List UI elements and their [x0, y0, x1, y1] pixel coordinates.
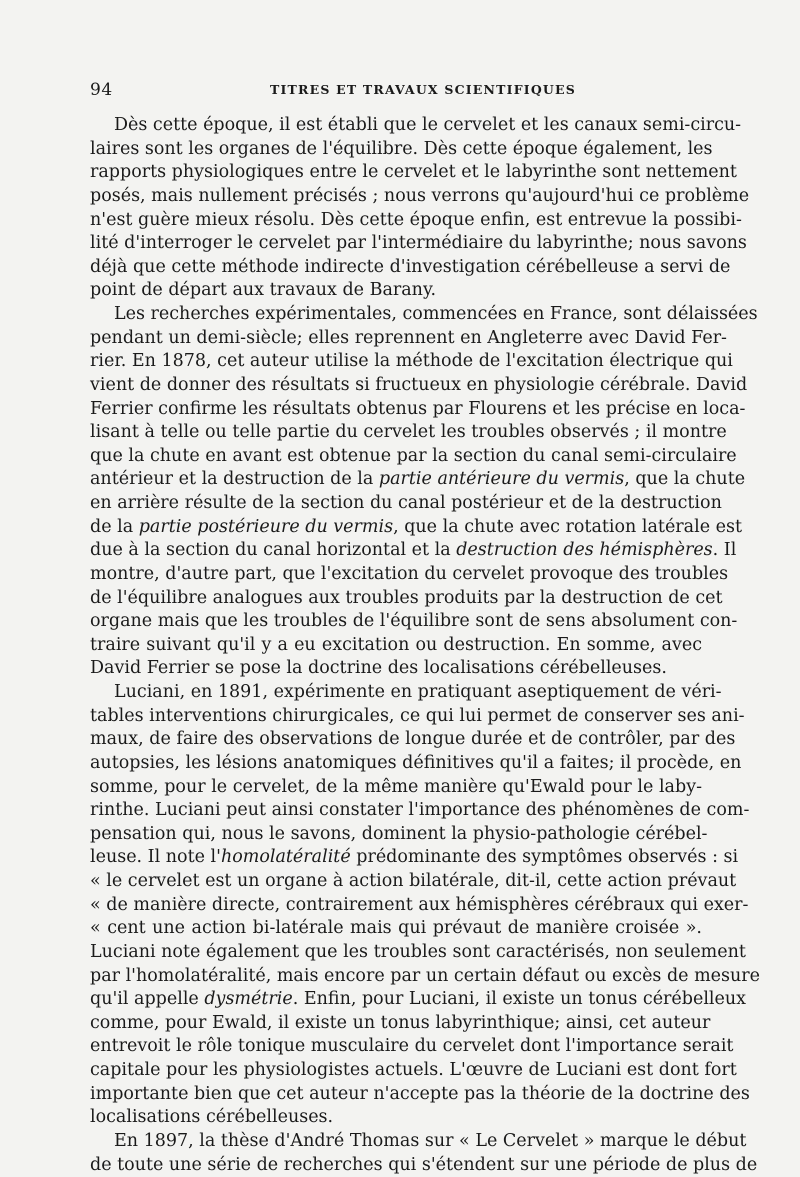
- text-segment: . Il: [713, 540, 737, 560]
- text-line: [90, 539, 702, 563]
- text-line: [90, 846, 702, 870]
- text-line: [90, 752, 702, 776]
- italic-text: dysmétrie: [204, 989, 292, 1009]
- text-segment: leuse. Il note l': [90, 847, 221, 867]
- text-line: [90, 114, 702, 138]
- text-line: [90, 894, 702, 918]
- body-text: [90, 114, 702, 1177]
- text-segment: « cent une action bi-latérale mais qui prévaut de manière croisée ».: [90, 918, 702, 938]
- text-segment: David Ferrier se pose la doctrine des localisations cérébelleuses.: [90, 658, 667, 678]
- text-segment: due à la section du canal horizontal et la: [90, 540, 456, 560]
- text-line: [90, 232, 702, 256]
- text-line: [90, 681, 702, 705]
- text-line: [90, 327, 702, 351]
- text-segment: en arrière résulte de la section du canal postérieur et de la destruction: [90, 493, 722, 513]
- italic-text: partie antérieure du vermis: [379, 469, 624, 489]
- text-segment: Ferrier confirme les résultats obtenus par Flourens et les précise en loca-: [90, 399, 745, 419]
- text-segment: Les recherches expérimentales, commencées en France, sont délaissées: [114, 304, 758, 324]
- text-segment: pendant un demi-siècle; elles reprennent en Angleterre avec David Fer-: [90, 328, 727, 348]
- running-title: TITRES ET TRAVAUX SCIENTIFIQUES: [270, 82, 576, 97]
- text-segment: lisant à telle ou telle partie du cervelet les troubles observés ; il montre: [90, 422, 727, 442]
- text-line: [90, 988, 702, 1012]
- text-segment: montre, d'autre part, que l'excitation du cervelet provoque des troubles: [90, 564, 728, 584]
- text-line: [90, 799, 702, 823]
- text-segment: vient de donner des résultats si fructueux en physiologie cérébrale. David: [90, 375, 747, 395]
- text-segment: importante bien que cet auteur n'accepte pas la théorie de la doctrine des: [90, 1084, 750, 1104]
- text-line: [90, 256, 702, 280]
- text-line: [90, 610, 702, 634]
- text-segment: entrevoit le rôle tonique musculaire du cervelet dont l'importance serait: [90, 1036, 733, 1056]
- text-line: [90, 492, 702, 516]
- text-line: [90, 587, 702, 611]
- italic-text: destruction des hémisphères: [456, 540, 712, 560]
- text-segment: rier. En 1878, cet auteur utilise la méthode de l'excitation électrique qui: [90, 351, 733, 371]
- text-segment: qu'il appelle: [90, 989, 204, 1009]
- text-line: [90, 516, 702, 540]
- text-line: [90, 1012, 702, 1036]
- text-segment: organe mais que les troubles de l'équilibre sont de sens absolument con-: [90, 611, 737, 631]
- text-segment: comme, pour Ewald, il existe un tonus labyrinthique; ainsi, cet auteur: [90, 1013, 710, 1033]
- text-segment: traire suivant qu'il y a eu excitation ou destruction. En somme, avec: [90, 635, 702, 655]
- text-segment: autopsies, les lésions anatomiques définitives qu'il a faites; il procède, en: [90, 753, 741, 773]
- text-segment: maux, de faire des observations de longue durée et de contrôler, par des: [90, 729, 735, 749]
- text-segment: n'est guère mieux résolu. Dès cette époque enfin, est entrevue la possibi-: [90, 210, 742, 230]
- text-line: [90, 138, 702, 162]
- text-segment: lité d'interroger le cervelet par l'intermédiaire du labyrinthe; nous savons: [90, 233, 747, 253]
- text-segment: rapports physiologiques entre le cervelet et le labyrinthe sont nettement: [90, 162, 737, 182]
- text-line: [90, 870, 702, 894]
- text-segment: Luciani, en 1891, expérimente en pratiquant aseptiquement de véri-: [114, 682, 722, 702]
- text-line: [90, 563, 702, 587]
- text-segment: déjà que cette méthode indirecte d'investigation cérébelleuse a servi de: [90, 257, 730, 277]
- italic-text: homolatéralité: [221, 847, 351, 867]
- text-line: [90, 398, 702, 422]
- text-segment: prédominante des symptômes observés : si: [351, 847, 738, 867]
- text-line: [90, 185, 702, 209]
- text-line: [90, 776, 702, 800]
- text-segment: . Enfin, pour Luciani, il existe un tonus cérébelleux: [293, 989, 746, 1009]
- text-line: [90, 350, 702, 374]
- text-line: [90, 445, 702, 469]
- text-segment: localisations cérébelleuses.: [90, 1107, 333, 1127]
- text-segment: de la: [90, 517, 139, 537]
- text-line: [90, 941, 702, 965]
- text-line: [90, 917, 702, 941]
- text-line: [90, 303, 702, 327]
- text-line: [90, 468, 702, 492]
- text-line: [90, 823, 702, 847]
- text-segment: Dès cette époque, il est établi que le cervelet et les canaux semi-circu-: [114, 115, 741, 135]
- text-line: [90, 209, 702, 233]
- text-segment: de l'équilibre analogues aux troubles produits par la destruction de cet: [90, 588, 723, 608]
- text-line: [90, 705, 702, 729]
- text-line: [90, 374, 702, 398]
- text-segment: pensation qui, nous le savons, dominent la physio-pathologie cérébel-: [90, 824, 707, 844]
- text-line: [90, 965, 702, 989]
- page-number: 94: [90, 80, 113, 100]
- text-segment: Luciani note également que les troubles sont caractérisés, non seulement: [90, 942, 746, 962]
- text-segment: En 1897, la thèse d'André Thomas sur « Le Cervelet » marque le début: [114, 1131, 746, 1151]
- text-line: [90, 657, 702, 681]
- text-segment: laires sont les organes de l'équilibre. Dès cette époque également, les: [90, 139, 713, 159]
- text-segment: capitale pour les physiologistes actuels. L'œuvre de Luciani est dont fort: [90, 1060, 737, 1080]
- text-line: [90, 161, 702, 185]
- text-segment: de toute une série de recherches qui s'étendent sur une période de plus de: [90, 1155, 757, 1175]
- italic-text: partie postérieure du vermis: [139, 517, 393, 537]
- text-line: [90, 634, 702, 658]
- text-line: [90, 1035, 702, 1059]
- text-segment: rinthe. Luciani peut ainsi constater l'importance des phénomènes de com-: [90, 800, 749, 820]
- text-segment: point de départ aux travaux de Barany.: [90, 280, 436, 300]
- text-segment: , que la chute avec rotation latérale est: [393, 517, 742, 537]
- text-segment: somme, pour le cervelet, de la même manière qu'Ewald pour le laby-: [90, 777, 702, 797]
- text-line: [90, 279, 702, 303]
- text-segment: « le cervelet est un organe à action bilatérale, dit-il, cette action prévaut: [90, 871, 736, 891]
- text-line: [90, 1130, 702, 1154]
- page-header: [90, 80, 710, 100]
- text-line: [90, 1059, 702, 1083]
- text-segment: par l'homolatéralité, mais encore par un certain défaut ou excès de mesure: [90, 966, 760, 986]
- text-line: [90, 728, 702, 752]
- text-line: [90, 1154, 702, 1177]
- text-segment: , que la chute: [624, 469, 745, 489]
- text-segment: tables interventions chirurgicales, ce qui lui permet de conserver ses ani-: [90, 706, 745, 726]
- text-line: [90, 1106, 702, 1130]
- text-segment: « de manière directe, contrairement aux hémisphères cérébraux qui exer-: [90, 895, 748, 915]
- text-segment: antérieur et la destruction de la: [90, 469, 379, 489]
- text-line: [90, 421, 702, 445]
- text-line: [90, 1083, 702, 1107]
- text-segment: que la chute en avant est obtenue par la section du canal semi-circulaire: [90, 446, 737, 466]
- text-segment: posés, mais nullement précisés ; nous verrons qu'aujourd'hui ce problème: [90, 186, 749, 206]
